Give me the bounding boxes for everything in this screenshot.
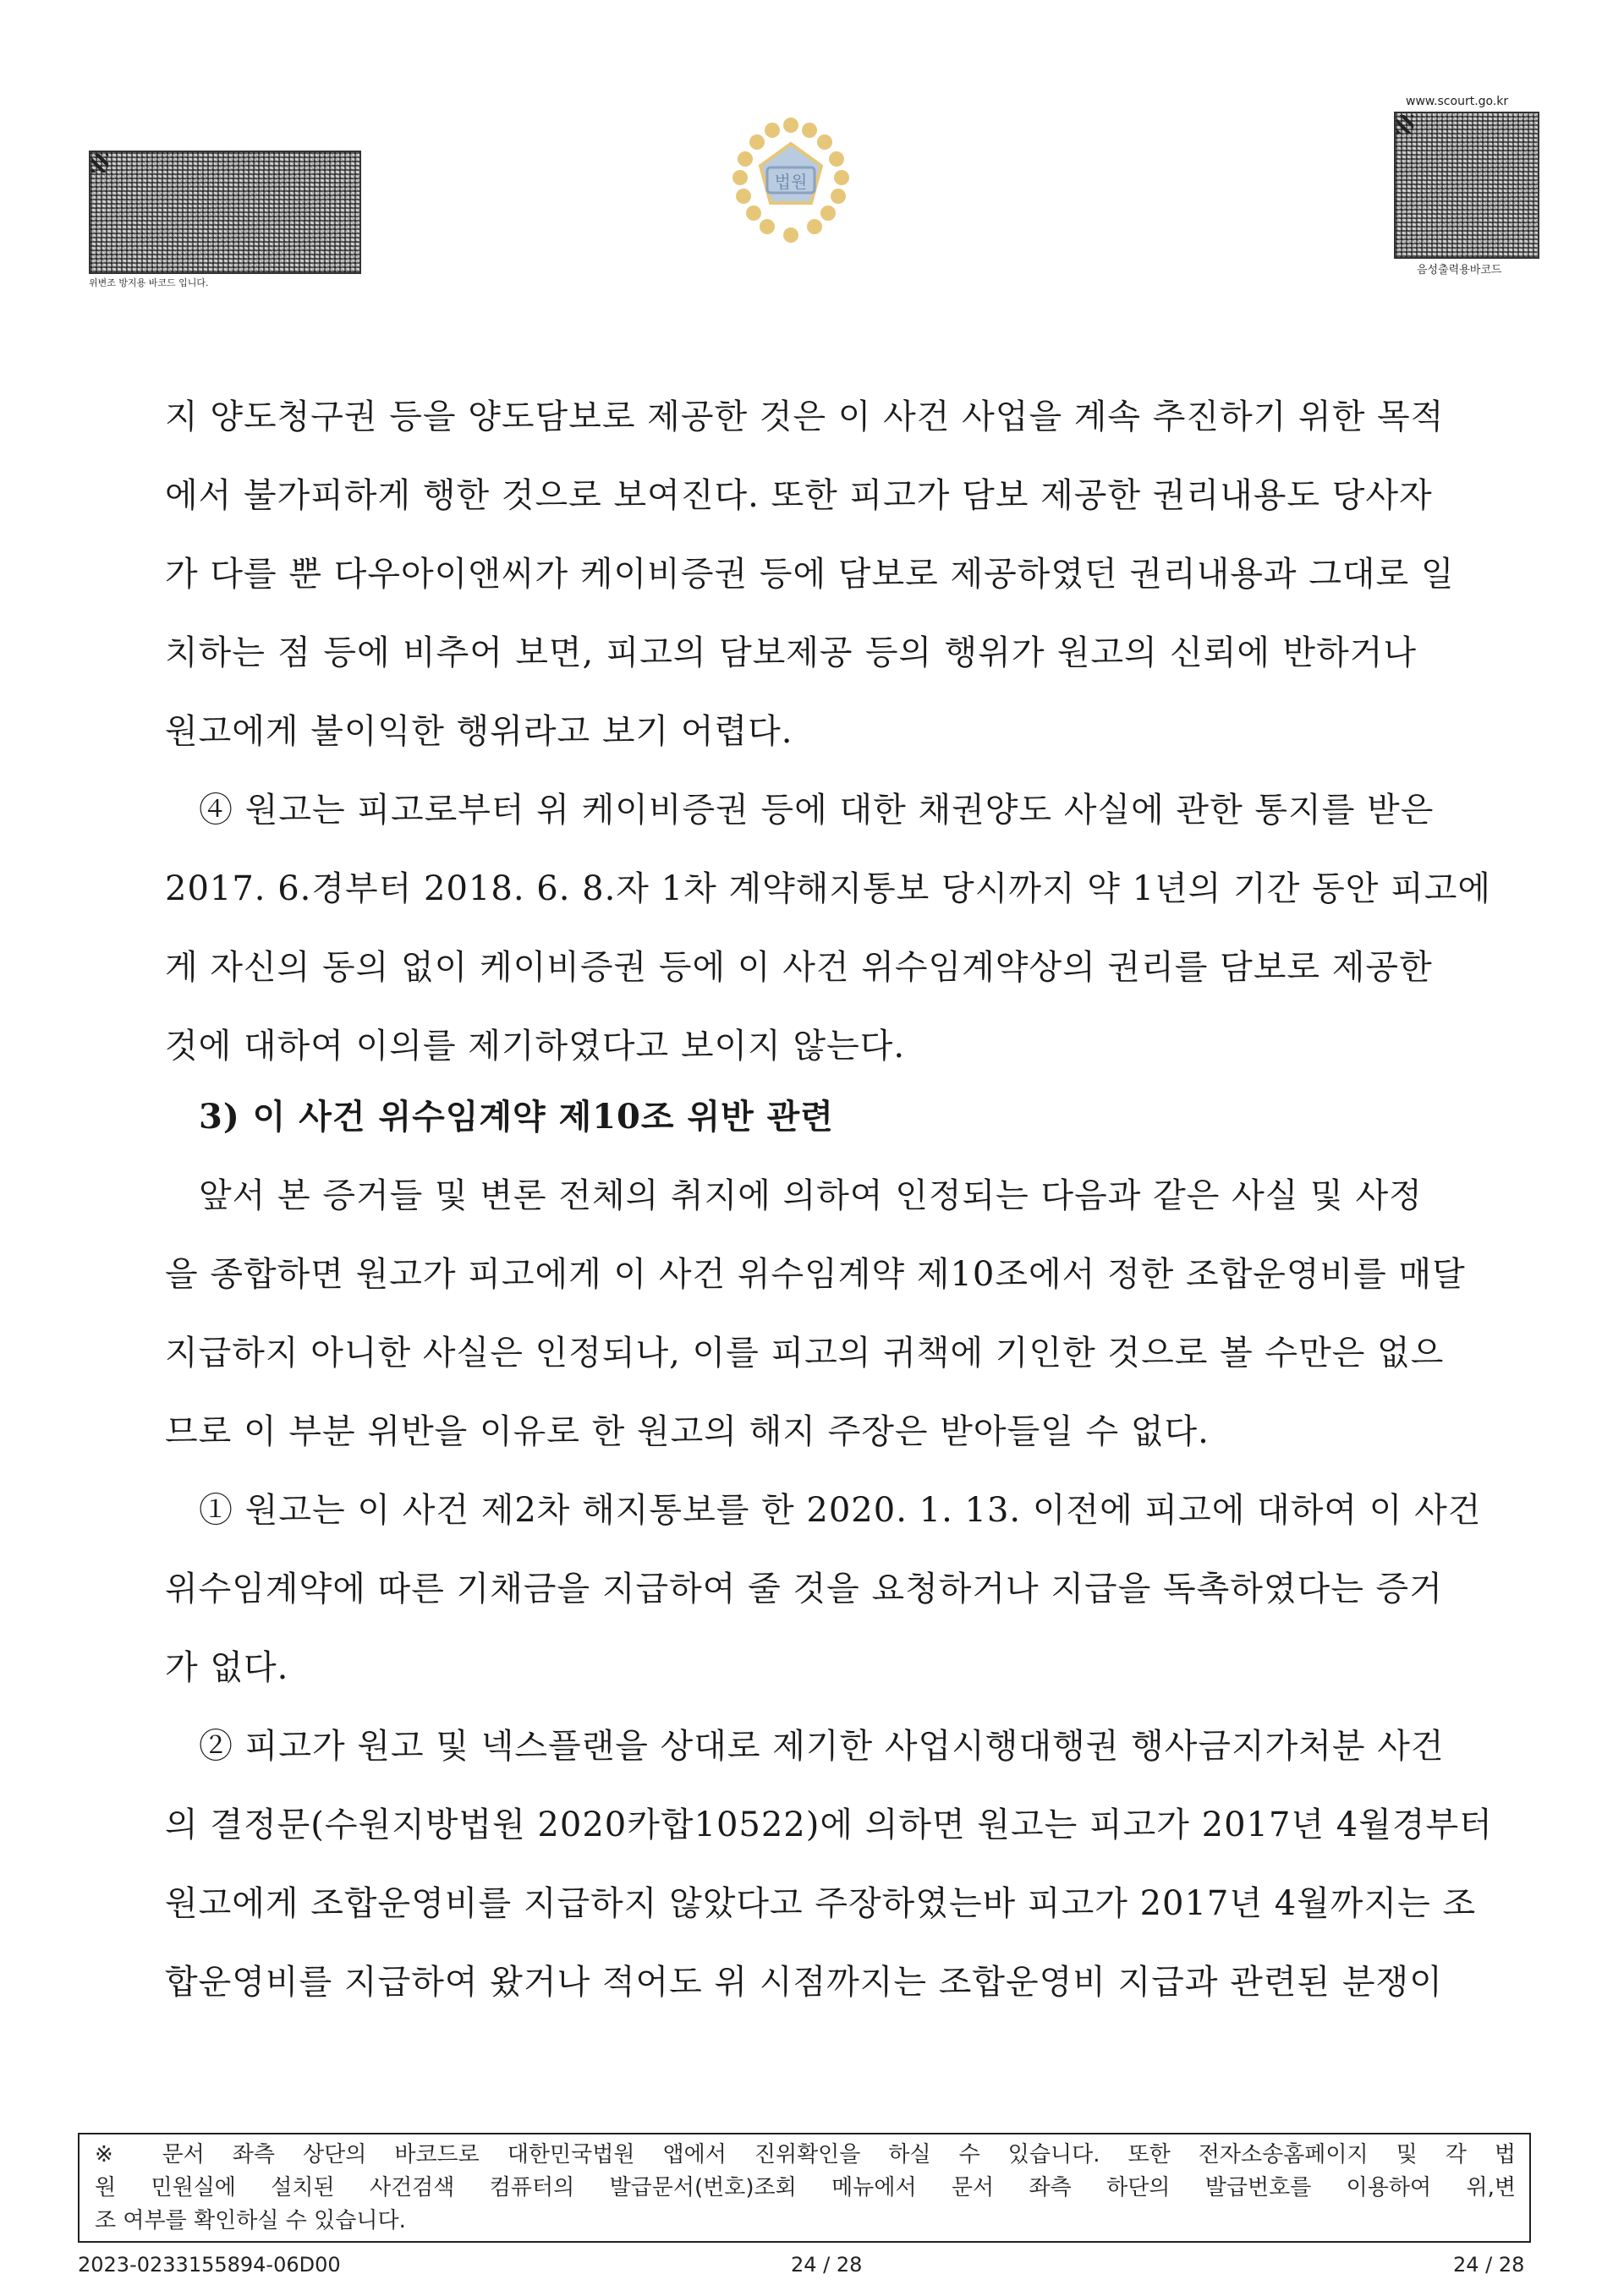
court-website-url: www.scourt.go.kr bbox=[1406, 95, 1509, 108]
body-line: 치하는 점 등에 비추어 보면, 피고의 담보제공 등의 행위가 원고의 신뢰에 반하거나 bbox=[165, 633, 1417, 672]
anti-forgery-barcode-caption: 위변조 방지용 바코드 입니다. bbox=[89, 277, 209, 288]
body-line: 위수임계약에 따른 기채금을 지급하여 줄 것을 요청하거나 지급을 독촉하였다는 증거 bbox=[165, 1570, 1443, 1608]
body-line: ④ 원고는 피고로부터 위 케이비증권 등에 대한 채권양도 사실에 관한 통지를 받은 bbox=[199, 791, 1435, 830]
body-line: 원고에게 조합운영비를 지급하지 않았다고 주장하였는바 피고가 2017년 4월까지는 조 bbox=[165, 1884, 1477, 1923]
body-line: 므로 이 부분 위반을 이유로 한 원고의 해지 주장은 받아들일 수 없다. bbox=[165, 1412, 1210, 1451]
page-indicator-center: 24 / 28 bbox=[791, 2253, 863, 2277]
body-line: 지 양도청구권 등을 양도담보로 제공한 것은 이 사건 사업을 계속 추진하기 위한 목적 bbox=[165, 397, 1445, 436]
body-line: 가 다를 뿐 다우아이앤씨가 케이비증권 등에 담보로 제공하였던 권리내용과 그대로 일 bbox=[165, 555, 1455, 594]
verification-notice-box bbox=[78, 2133, 1531, 2243]
notice-line: 원 민원실에 설치된 사건검색 컴퓨터의 발급문서(번호)조회 메뉴에서 문서 좌측 하단의 발급번호를 이용하여 위,변 bbox=[95, 2175, 1516, 2200]
notice-line: 조 여부를 확인하실 수 있습니다. bbox=[95, 2208, 406, 2233]
body-line: 에서 불가피하게 행한 것으로 보여진다. 또한 피고가 담보 제공한 권리내용도 당사자 bbox=[165, 476, 1433, 515]
court-seal-emblem bbox=[723, 108, 859, 256]
body-line: 가 없다. bbox=[165, 1648, 289, 1687]
body-line: 원고에게 불이익한 행위라고 보기 어렵다. bbox=[165, 712, 793, 751]
body-line: 2017. 6.경부터 2018. 6. 8.자 1차 계약해지통보 당시까지 약 1년의 기간 동안 피고에 bbox=[165, 869, 1491, 908]
body-line: ① 원고는 이 사건 제2차 해지통보를 한 2020. 1. 13. 이전에 피고에 대하여 이 사건 bbox=[199, 1491, 1482, 1530]
court-seal-text: 법원 bbox=[774, 172, 808, 192]
body-line: 을 종합하면 원고가 피고에게 이 사건 위수임계약 제10조에서 정한 조합운영비를 매달 bbox=[165, 1255, 1466, 1294]
body-line: 앞서 본 증거들 및 변론 전체의 취지에 의하여 인정되는 다음과 같은 사실 및 사정 bbox=[199, 1176, 1423, 1215]
body-line: 의 결정문(수원지방법원 2020카합10522)에 의하면 원고는 피고가 2017년 4월경부터 bbox=[165, 1806, 1493, 1844]
issue-number: 2023-0233155894-06D00 bbox=[78, 2253, 341, 2277]
body-line: 지급하지 아니한 사실은 인정되나, 이를 피고의 귀책에 기인한 것으로 볼 수만은 없으 bbox=[165, 1334, 1445, 1373]
section-heading: 3) 이 사건 위수임계약 제10조 위반 관련 bbox=[199, 1097, 834, 1137]
anti-forgery-barcode bbox=[89, 151, 361, 274]
audio-output-barcode-caption: 음성출력용바코드 bbox=[1417, 264, 1502, 277]
audio-barcode-corner-mark bbox=[1396, 115, 1413, 134]
body-line: 합운영비를 지급하여 왔거나 적어도 위 시점까지는 조합운영비 지급과 관련된 분쟁이 bbox=[165, 1963, 1443, 2002]
notice-line: ※ 문서 좌측 상단의 바코드로 대한민국법원 앱에서 진위확인을 하실 수 있습니다. 또한 전자소송홈페이지 및 각 법 bbox=[95, 2142, 1516, 2167]
body-line: 것에 대하여 이의를 제기하였다고 보이지 않는다. bbox=[165, 1027, 906, 1066]
barcode-corner-mark bbox=[91, 154, 108, 173]
audio-output-barcode bbox=[1394, 112, 1539, 259]
page-indicator-right: 24 / 28 bbox=[1453, 2253, 1525, 2277]
body-line: 게 자신의 동의 없이 케이비증권 등에 이 사건 위수임계약상의 권리를 담보로 제공한 bbox=[165, 948, 1433, 987]
body-line: ② 피고가 원고 및 넥스플랜을 상대로 제기한 사업시행대행권 행사금지가처분 사건 bbox=[199, 1727, 1445, 1766]
